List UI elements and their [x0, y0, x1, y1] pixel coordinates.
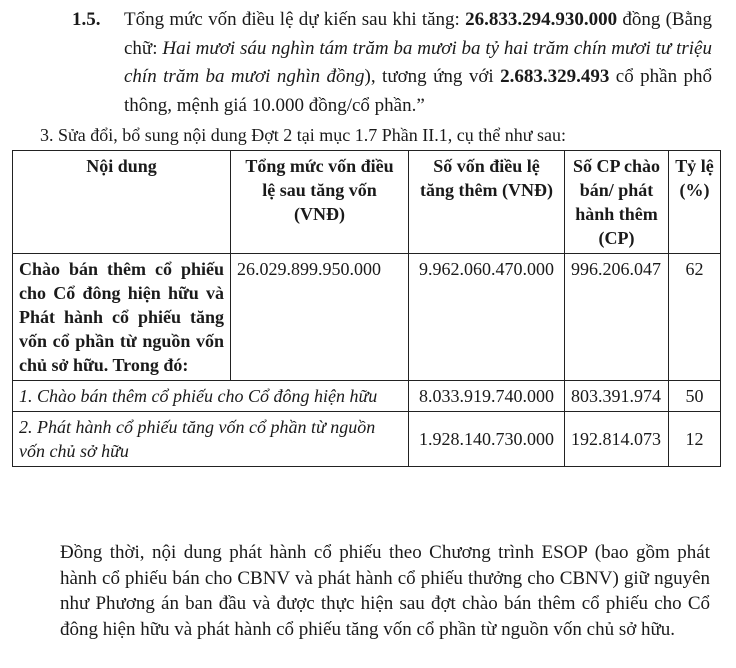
row-content: Chào bán thêm cổ phiếu cho Cổ đông hiện hữu và Phát hành cổ phiếu tăng vốn cổ phần từ nguồn vốn chủ sở hữu. Trong đó: [13, 254, 231, 381]
row-total-capital: 26.029.899.950.000 [231, 254, 409, 381]
header-capital-increase: Số vốn điều lệ tăng thêm (VNĐ) [409, 151, 565, 254]
table-header-row [13, 151, 721, 254]
row-content: 2. Phát hành cổ phiếu tăng vốn cổ phần từ nguồn vốn chủ sở hữu [13, 412, 409, 467]
text-before: Tổng mức vốn điều lệ dự kiến sau khi tăng: [124, 9, 466, 30]
header-content: Nội dung [13, 151, 231, 254]
row-ratio: 12 [669, 412, 721, 467]
section-1-5-paragraph [124, 6, 712, 120]
section-number: 1.5. [72, 9, 101, 30]
table-row [13, 254, 721, 381]
row-shares: 192.814.073 [565, 412, 669, 467]
row-shares: 803.391.974 [565, 381, 669, 412]
table-row [13, 381, 721, 412]
header-total-capital: Tổng mức vốn điều lệ sau tăng vốn (VNĐ) [231, 151, 409, 254]
row-ratio: 62 [669, 254, 721, 381]
row-ratio: 50 [669, 381, 721, 412]
row-shares: 996.206.047 [565, 254, 669, 381]
text-mid: ), tương ứng với [364, 66, 501, 87]
row-capital-increase: 9.962.060.470.000 [409, 254, 565, 381]
capital-in-words: Hai mươi sáu nghìn tám trăm ba mươi ba tỷ hai trăm chín mươi tư triệu chín trăm ba mươi nghìn đồng [124, 37, 712, 87]
capital-increase-table [12, 150, 721, 467]
closing-paragraph: Đồng thời, nội dung phát hành cổ phiếu theo Chương trình ESOP (bao gồm phát hành cổ phiếu bán cho CBNV và phát hành cổ phiếu thưởng cho CBNV) giữ nguyên như Phương án ban đầu và được thực hiện sau đợt chào bán thêm cổ phiếu cho Cổ đông hiện hữu và phát hành cổ phiếu tăng vốn cổ phần từ nguồn vốn chủ sở hữu. [60, 542, 710, 640]
shares-total: 2.683.329.493 [500, 66, 610, 87]
header-shares: Số CP chào bán/ phát hành thêm (CP) [565, 151, 669, 254]
capital-total: 26.833.294.930.000 [465, 9, 618, 30]
row-content: 1. Chào bán thêm cổ phiếu cho Cổ đông hiện hữu [13, 381, 409, 412]
table-row [13, 412, 721, 467]
text-after: cổ phần phổ thông, mệnh giá 10.000 đồng/cổ phần.” [124, 66, 712, 116]
section-1-5 [72, 6, 712, 120]
row-capital-increase: 8.033.919.740.000 [409, 381, 565, 412]
row-capital-increase: 1.928.140.730.000 [409, 412, 565, 467]
header-ratio: Tỷ lệ (%) [669, 151, 721, 254]
text-unit: đồng (Bằng chữ: [124, 9, 712, 59]
section-3-heading: 3. Sửa đổi, bổ sung nội dung Đợt 2 tại mục 1.7 Phần II.1, cụ thể như sau: [40, 125, 566, 145]
